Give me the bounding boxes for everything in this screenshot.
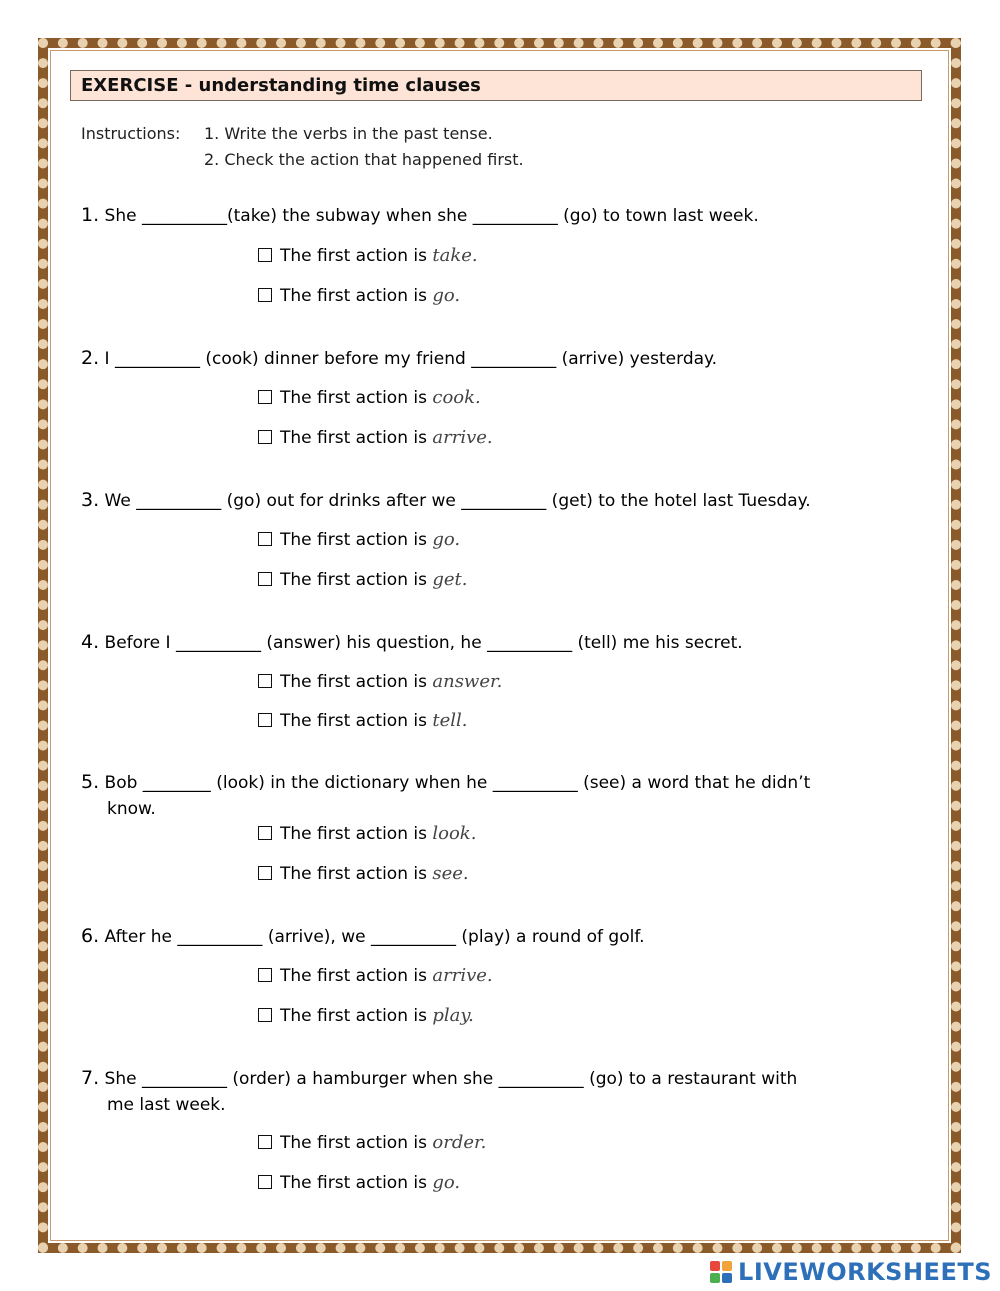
option-5b[interactable]: [258, 863, 469, 884]
option-verb: play.: [432, 1005, 474, 1026]
question-text: She __________(take) the subway when she __________ (go) to town last week.: [104, 206, 759, 226]
checkbox-icon[interactable]: [258, 248, 272, 262]
option-verb: get.: [432, 569, 468, 590]
question-text: Before I __________ (answer) his question, he __________ (tell) me his secret.: [104, 633, 743, 653]
option-1b[interactable]: [258, 285, 460, 306]
option-prefix: The first action is: [280, 1133, 427, 1153]
checkbox-icon[interactable]: [258, 532, 272, 546]
option-prefix: The first action is: [280, 966, 427, 986]
option-verb: order.: [432, 1132, 487, 1153]
option-verb: go.: [432, 285, 461, 306]
option-3a[interactable]: [258, 529, 460, 550]
option-prefix: The first action is: [280, 1173, 427, 1193]
option-6a[interactable]: [258, 965, 493, 986]
option-2b[interactable]: [258, 427, 493, 448]
option-prefix: The first action is: [280, 246, 427, 266]
question-4: [81, 629, 921, 656]
checkbox-icon[interactable]: [258, 572, 272, 586]
checkbox-icon[interactable]: [258, 866, 272, 880]
question-number: 2.: [81, 347, 100, 369]
option-prefix: The first action is: [280, 286, 427, 306]
checkbox-icon[interactable]: [258, 288, 272, 302]
option-verb: go.: [432, 529, 461, 550]
checkbox-icon[interactable]: [258, 674, 272, 688]
option-prefix: The first action is: [280, 428, 427, 448]
question-number: 5.: [81, 771, 100, 793]
option-prefix: The first action is: [280, 864, 427, 884]
question-text-continued: know.: [107, 799, 156, 819]
option-prefix: The first action is: [280, 530, 427, 550]
option-6b[interactable]: [258, 1005, 474, 1026]
question-text: We __________ (go) out for drinks after we __________ (get) to the hotel last Tuesday.: [104, 491, 811, 511]
instruction-step-2: 2. Check the action that happened first.: [204, 150, 524, 169]
checkbox-icon[interactable]: [258, 968, 272, 982]
checkbox-icon[interactable]: [258, 1008, 272, 1022]
exercise-title: EXERCISE - understanding time clauses: [70, 70, 922, 101]
question-1: [81, 202, 921, 229]
option-verb: arrive.: [432, 427, 493, 448]
question-3: [81, 487, 921, 514]
question-text: I __________ (cook) dinner before my friend __________ (arrive) yesterday.: [104, 349, 718, 369]
option-1a[interactable]: [258, 245, 478, 266]
question-text: Bob ________ (look) in the dictionary when he __________ (see) a word that he didn’t: [104, 773, 811, 793]
option-prefix: The first action is: [280, 1006, 427, 1026]
option-prefix: The first action is: [280, 824, 427, 844]
question-number: 1.: [81, 204, 100, 226]
checkbox-icon[interactable]: [258, 1135, 272, 1149]
question-text: After he __________ (arrive), we __________ (play) a round of golf.: [104, 927, 645, 947]
checkbox-icon[interactable]: [258, 713, 272, 727]
checkbox-icon[interactable]: [258, 826, 272, 840]
option-verb: arrive.: [432, 965, 493, 986]
question-6: [81, 923, 921, 950]
option-verb: tell.: [432, 710, 468, 731]
question-5: [81, 769, 921, 822]
option-prefix: The first action is: [280, 672, 427, 692]
instruction-step-1: 1. Write the verbs in the past tense.: [204, 124, 493, 143]
option-verb: see.: [432, 863, 469, 884]
question-7: [81, 1065, 921, 1118]
checkbox-icon[interactable]: [258, 430, 272, 444]
question-number: 4.: [81, 631, 100, 653]
option-verb: go.: [432, 1172, 461, 1193]
option-5a[interactable]: [258, 823, 476, 844]
question-number: 3.: [81, 489, 100, 511]
question-number: 7.: [81, 1067, 100, 1089]
option-prefix: The first action is: [280, 570, 427, 590]
question-number: 6.: [81, 925, 100, 947]
brand-logo[interactable]: [710, 1257, 992, 1287]
option-prefix: The first action is: [280, 711, 427, 731]
liveworksheets-icon: [710, 1261, 732, 1283]
option-4b[interactable]: [258, 710, 468, 731]
option-4a[interactable]: [258, 671, 502, 692]
question-text: She __________ (order) a hamburger when she __________ (go) to a restaurant with: [104, 1069, 798, 1089]
option-verb: cook.: [432, 387, 481, 408]
option-verb: look.: [432, 823, 477, 844]
checkbox-icon[interactable]: [258, 390, 272, 404]
instructions-label: Instructions:: [81, 124, 181, 143]
checkbox-icon[interactable]: [258, 1175, 272, 1189]
option-prefix: The first action is: [280, 388, 427, 408]
option-7b[interactable]: [258, 1172, 460, 1193]
option-2a[interactable]: [258, 387, 481, 408]
question-text-continued: me last week.: [107, 1095, 226, 1115]
option-7a[interactable]: [258, 1132, 486, 1153]
question-2: [81, 345, 921, 372]
option-3b[interactable]: [258, 569, 468, 590]
option-verb: answer.: [432, 671, 503, 692]
brand-name: LIVEWORKSHEETS: [738, 1258, 992, 1286]
option-verb: take.: [432, 245, 478, 266]
